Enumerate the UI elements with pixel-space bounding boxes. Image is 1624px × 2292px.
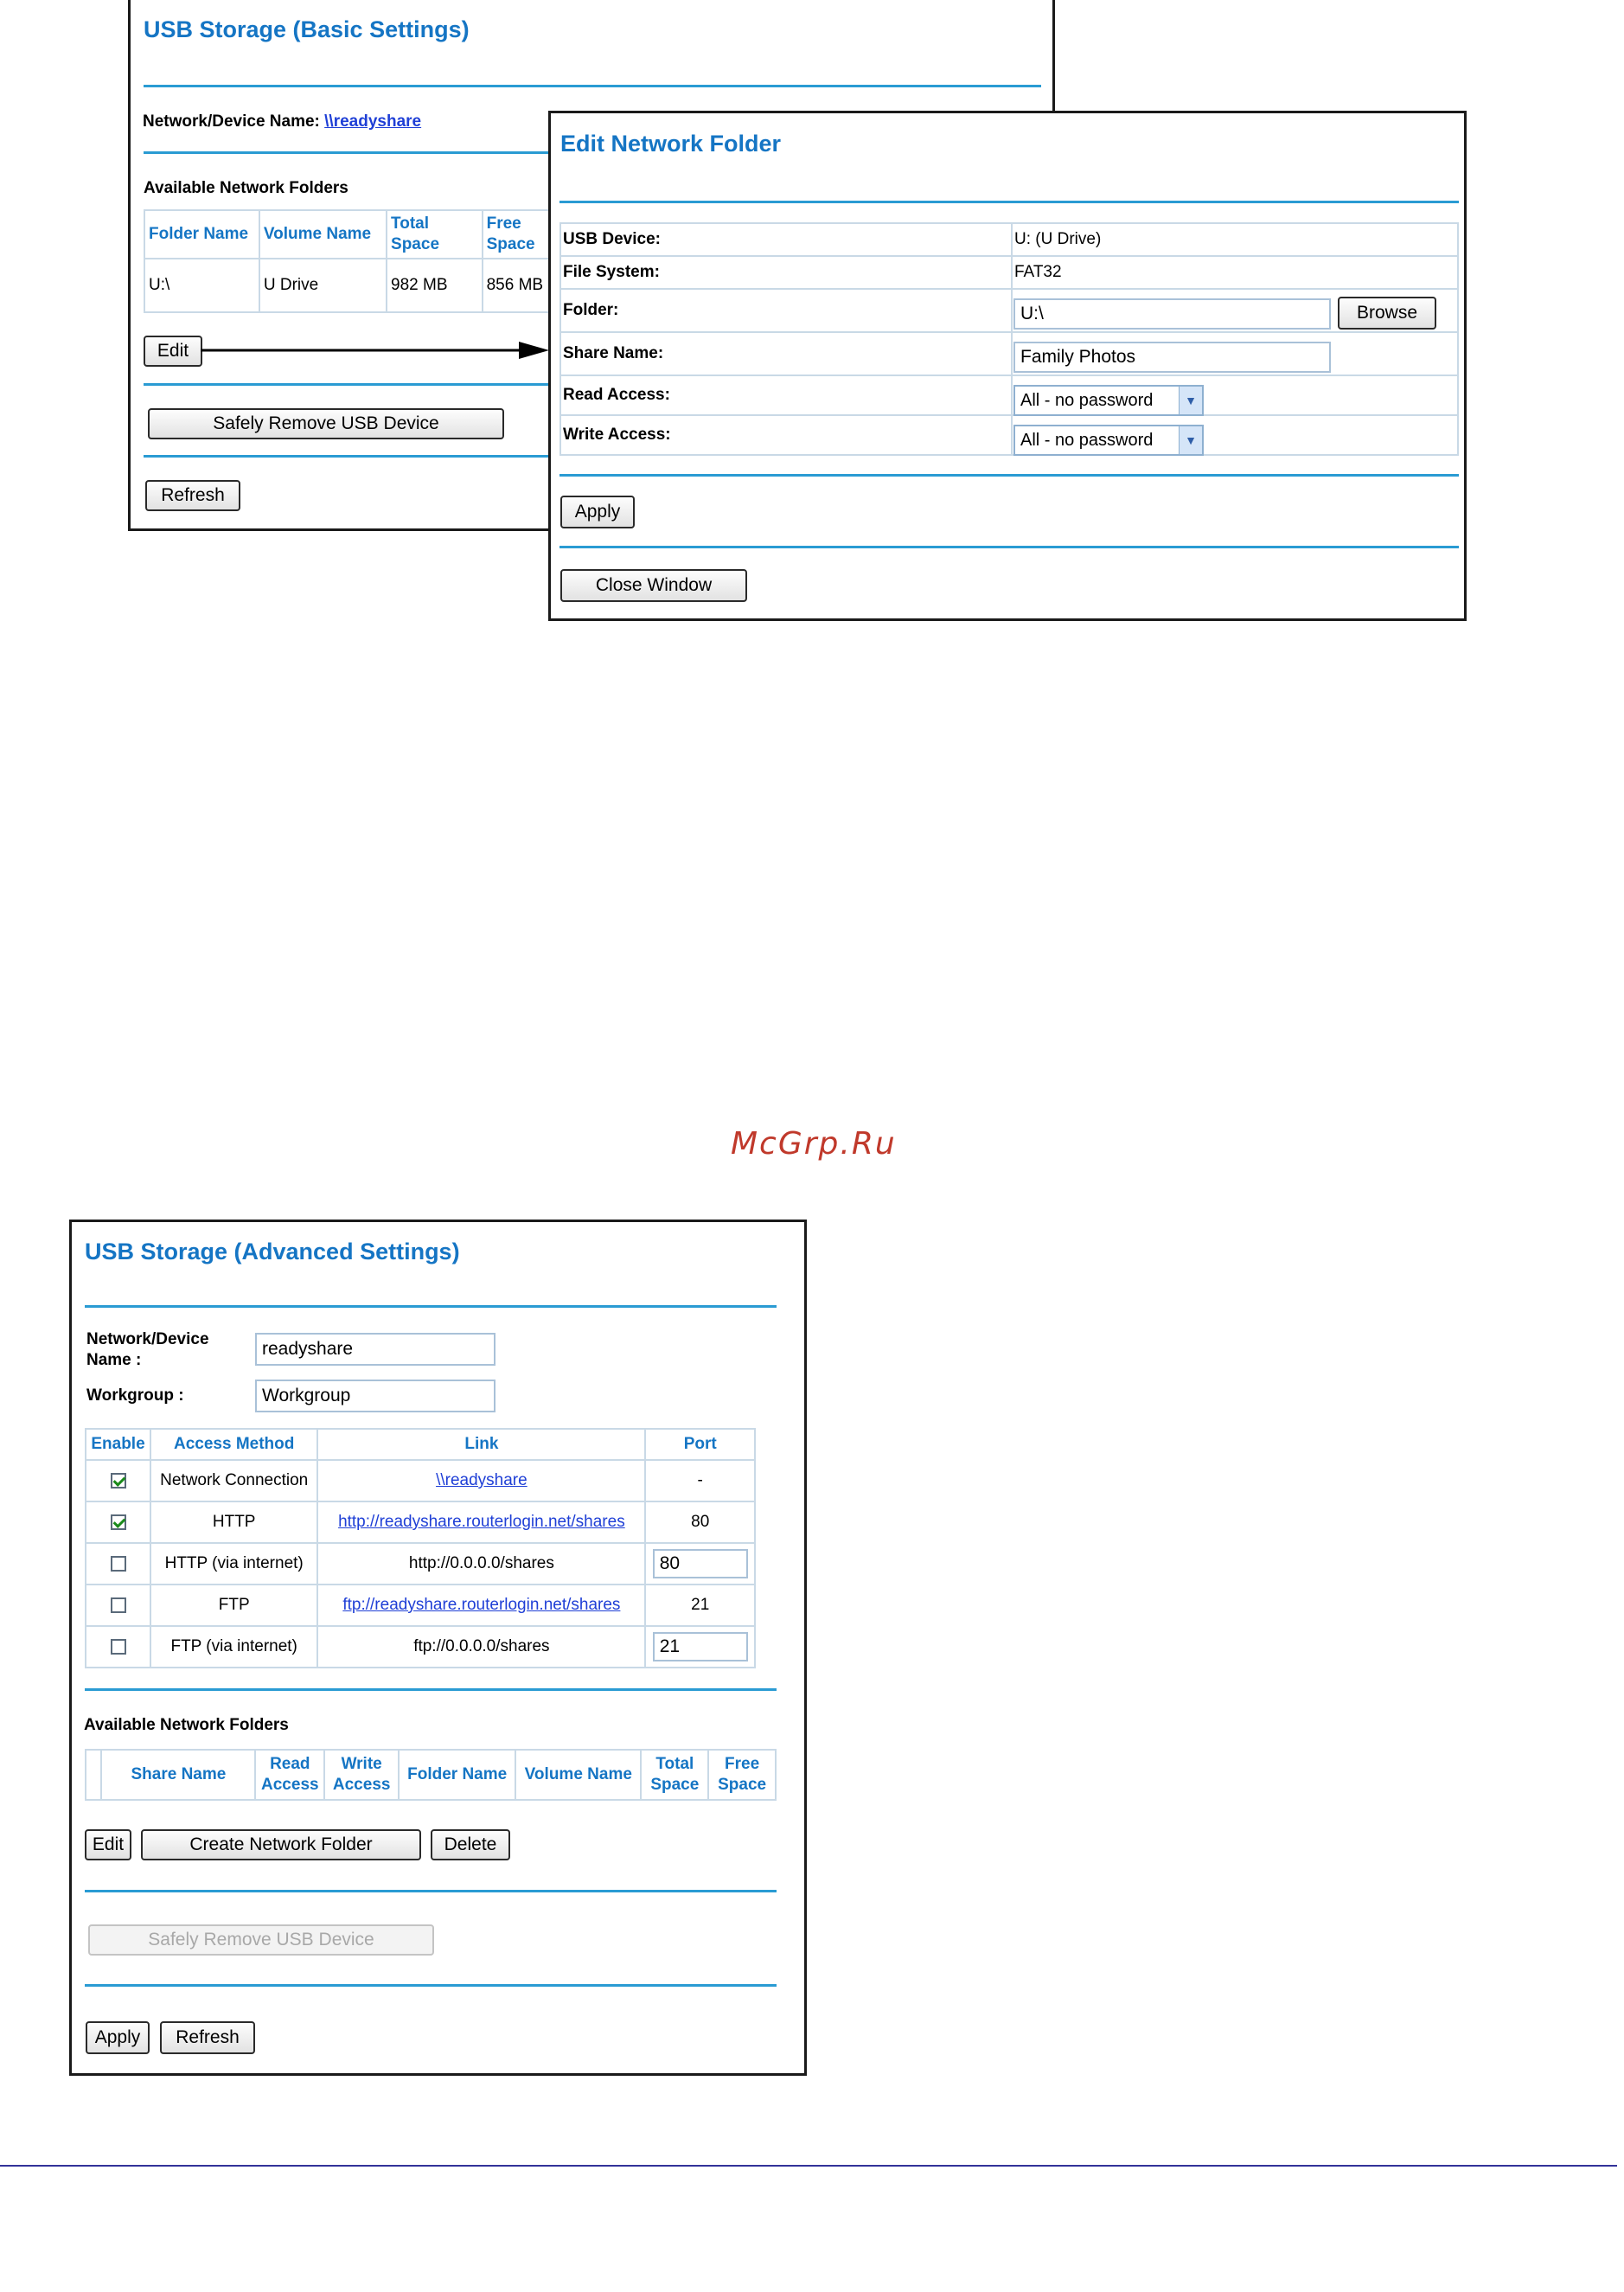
access-link: http://0.0.0.0/shares	[408, 1554, 554, 1572]
column-header: Volume Name	[515, 1750, 641, 1800]
folder-input[interactable]: U:\	[1013, 298, 1331, 330]
column-header: Port	[645, 1429, 755, 1460]
access-method: FTP (via internet)	[150, 1626, 317, 1668]
basic-settings-title: USB Storage (Basic Settings)	[144, 16, 470, 42]
browse-button[interactable]: Browse	[1338, 297, 1436, 330]
divider	[85, 1890, 777, 1892]
access-method: HTTP (via internet)	[150, 1543, 317, 1585]
device-name-label: Network/Device Name :	[86, 1330, 209, 1369]
folders-table	[144, 209, 567, 313]
callout-arrow	[199, 337, 553, 363]
port-input[interactable]: 21	[653, 1632, 748, 1661]
divider	[559, 474, 1459, 477]
chevron-down-icon: ▼	[1179, 387, 1202, 414]
table-header-row	[144, 210, 566, 259]
share-name-input[interactable]: Family Photos	[1013, 342, 1331, 373]
divider	[85, 1305, 777, 1308]
file-system-value: FAT32	[1014, 263, 1062, 281]
write-access-value: All - no password	[1020, 430, 1154, 450]
column-header: Share Name	[101, 1750, 255, 1800]
column-header: Read Access	[255, 1750, 324, 1800]
usb-device-label: USB Device:	[563, 230, 661, 248]
read-access-select[interactable]	[1013, 385, 1204, 416]
column-header: Write Access	[324, 1750, 399, 1800]
usb-device-row	[560, 223, 1458, 256]
table-row	[86, 1501, 755, 1543]
enable-checkbox[interactable]	[111, 1473, 126, 1489]
folder-label: Folder:	[563, 301, 619, 319]
edit-button[interactable]: Edit	[85, 1829, 131, 1860]
divider	[144, 85, 1041, 87]
write-access-row	[560, 415, 1458, 455]
table-row[interactable]	[144, 259, 566, 312]
delete-button[interactable]: Delete	[431, 1829, 510, 1860]
workgroup-label: Workgroup :	[86, 1386, 184, 1405]
enable-checkbox[interactable]	[111, 1639, 126, 1655]
enable-checkbox[interactable]	[111, 1514, 126, 1530]
divider	[559, 546, 1459, 548]
access-method-table	[85, 1428, 756, 1668]
column-header: Access Method	[150, 1429, 317, 1460]
network-folders-table	[85, 1749, 777, 1801]
safely-remove-usb-button[interactable]: Safely Remove USB Device	[148, 408, 504, 439]
table-row	[86, 1543, 755, 1585]
write-access-label: Write Access:	[563, 426, 671, 444]
divider	[85, 1984, 777, 1987]
folders-heading: Available Network Folders	[84, 1716, 289, 1734]
table-row	[86, 1626, 755, 1668]
access-method: HTTP	[150, 1501, 317, 1543]
edit-button[interactable]: Edit	[144, 336, 202, 367]
table-row	[86, 1585, 755, 1626]
column-header: Folder Name	[399, 1750, 515, 1800]
port-value: -	[697, 1471, 703, 1489]
read-access-value: All - no password	[1020, 390, 1154, 410]
table-header-row	[86, 1750, 776, 1800]
advanced-settings-title: USB Storage (Advanced Settings)	[85, 1239, 460, 1264]
column-header: Free Space	[708, 1750, 776, 1800]
file-system-row	[560, 256, 1458, 289]
folders-heading: Available Network Folders	[144, 179, 348, 197]
chevron-down-icon: ▼	[1179, 426, 1202, 454]
table-cell: 856 MB	[483, 259, 566, 312]
table-cell: 982 MB	[387, 259, 483, 312]
page-footer-rule	[0, 2165, 1617, 2167]
apply-button[interactable]: Apply	[86, 2021, 150, 2054]
write-access-select[interactable]	[1013, 425, 1204, 456]
table-row	[86, 1460, 755, 1501]
column-header: Total Space	[387, 210, 483, 259]
column-header: Enable	[86, 1429, 150, 1460]
enable-checkbox[interactable]	[111, 1556, 126, 1572]
workgroup-input[interactable]: Workgroup	[255, 1380, 496, 1412]
access-link[interactable]: ftp://readyshare.routerlogin.net/shares	[342, 1596, 621, 1614]
table-cell: U:\	[144, 259, 259, 312]
device-name-label: Network/Device Name: \\readyshare	[143, 112, 422, 131]
safely-remove-usb-button: Safely Remove USB Device	[88, 1924, 434, 1956]
column-header: Link	[317, 1429, 645, 1460]
port-input[interactable]: 80	[653, 1549, 748, 1578]
divider	[559, 201, 1459, 203]
column-header: Volume Name	[259, 210, 387, 259]
apply-button[interactable]: Apply	[560, 496, 635, 528]
watermark: McGrp.Ru	[731, 1126, 897, 1162]
access-method: FTP	[150, 1585, 317, 1626]
table-cell: U Drive	[259, 259, 387, 312]
table-header-row	[86, 1429, 755, 1460]
access-method: Network Connection	[150, 1460, 317, 1501]
port-value: 21	[691, 1596, 710, 1614]
port-value: 80	[691, 1513, 710, 1531]
read-access-row	[560, 375, 1458, 415]
edit-network-folder-panel	[548, 111, 1467, 621]
read-access-label: Read Access:	[563, 386, 670, 404]
refresh-button[interactable]: Refresh	[160, 2021, 255, 2054]
access-link: ftp://0.0.0.0/shares	[413, 1637, 550, 1655]
refresh-button[interactable]: Refresh	[145, 480, 240, 511]
divider	[85, 1688, 777, 1691]
share-name-label: Share Name:	[563, 344, 664, 362]
access-link[interactable]: \\readyshare	[436, 1471, 527, 1489]
access-link[interactable]: http://readyshare.routerlogin.net/shares	[338, 1513, 625, 1531]
edit-folder-title: Edit Network Folder	[560, 131, 782, 157]
advanced-settings-panel	[69, 1220, 807, 2076]
device-name-link[interactable]: \\readyshare	[324, 112, 422, 131]
usb-device-value: U: (U Drive)	[1014, 230, 1102, 248]
column-header: Total Space	[641, 1750, 708, 1800]
column-header	[86, 1750, 101, 1800]
device-name-input[interactable]: readyshare	[255, 1333, 496, 1366]
enable-checkbox[interactable]	[111, 1597, 126, 1613]
column-header: Free Space	[483, 210, 566, 259]
create-network-folder-button[interactable]: Create Network Folder	[141, 1829, 421, 1860]
folder-details-table	[559, 222, 1459, 456]
close-window-button[interactable]: Close Window	[560, 569, 747, 602]
file-system-label: File System:	[563, 263, 660, 281]
column-header: Folder Name	[144, 210, 259, 259]
